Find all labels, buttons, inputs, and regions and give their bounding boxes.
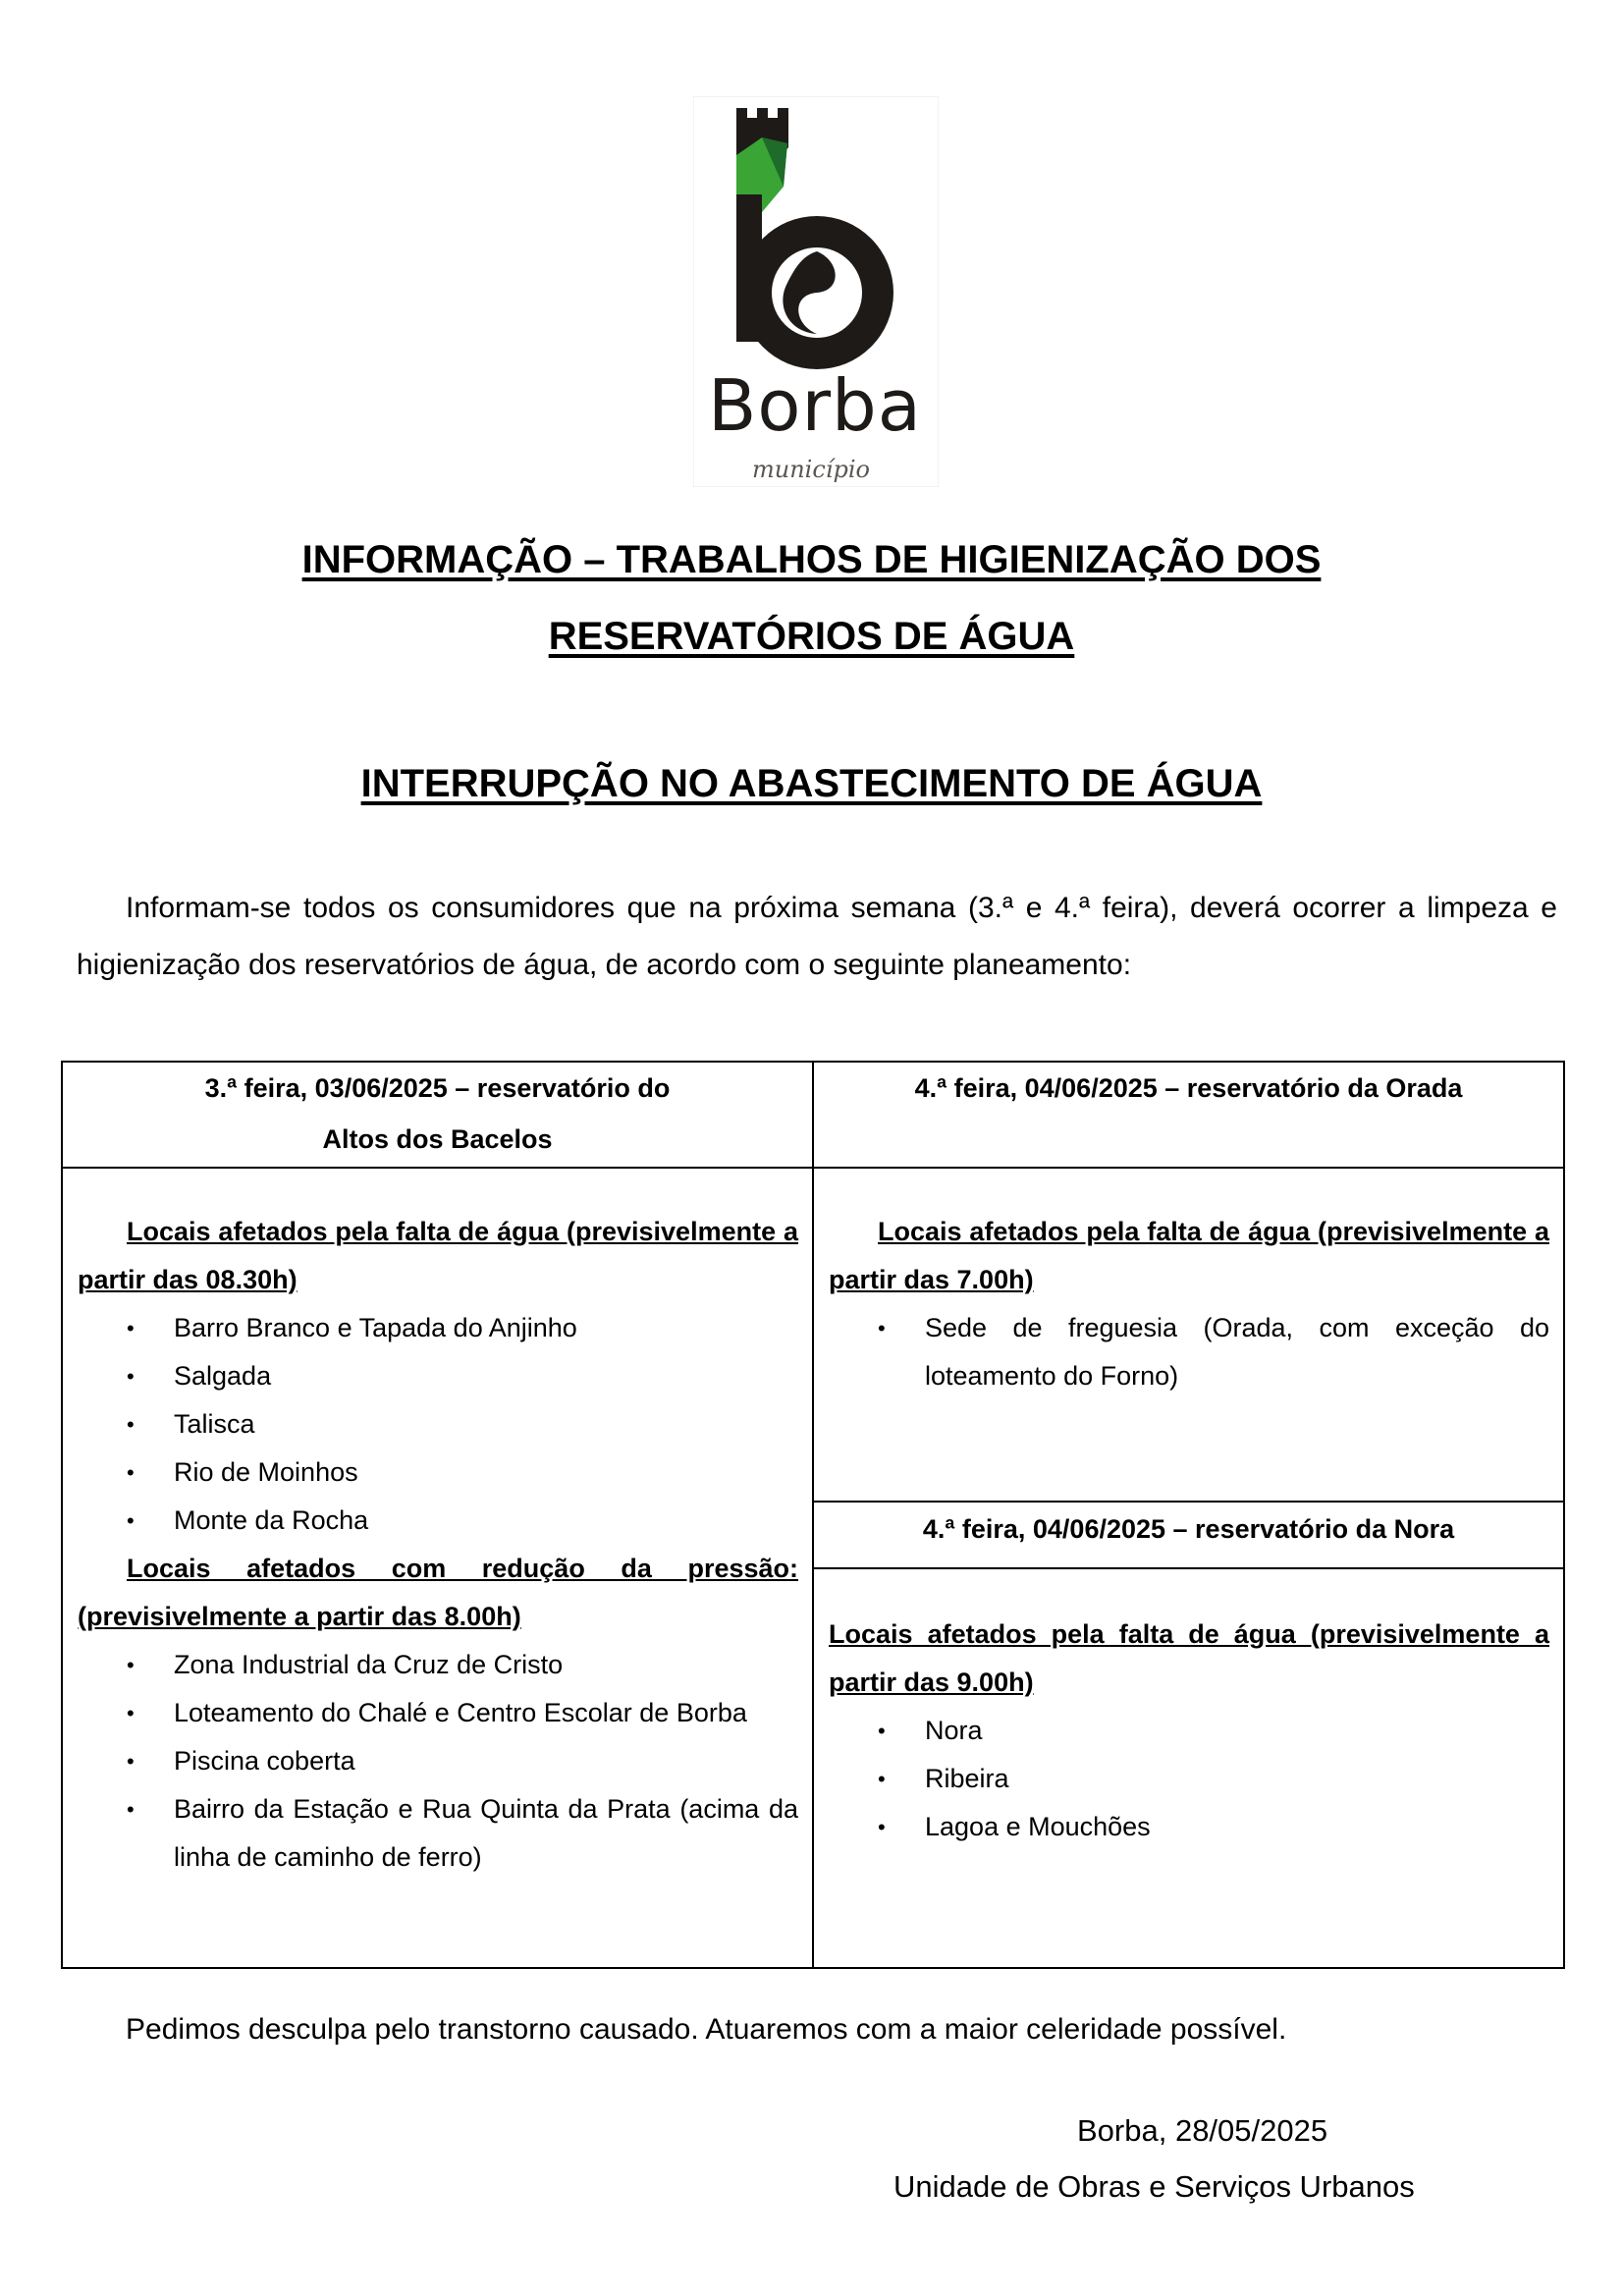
list-item: • Rio de Moinhos (127, 1457, 358, 1487)
right-section2-list (829, 1707, 1549, 1851)
nora-header: 4.ª feira, 04/06/2025 – reservatório da Nora (814, 1501, 1563, 1569)
logo-subtext: município (752, 456, 870, 483)
right-header: 4.ª feira, 04/06/2025 – reservatório da Orada (914, 1073, 1463, 1103)
place-date: Borba, 28/05/2025 (1077, 2113, 1328, 2148)
list-item: • Nora (878, 1716, 983, 1745)
list-item: • Ribeira (878, 1764, 1009, 1793)
list-item: • Salgada (127, 1361, 272, 1391)
left-header (63, 1063, 812, 1165)
right-section2-title: Locais afetados pela falta de água (previsivelmente a partir das 9.00h) (829, 1619, 1549, 1697)
list-item: • Barro Branco e Tapada do Anjinho (127, 1313, 577, 1342)
logo-wordmark: Borba (708, 364, 922, 447)
left-section2-title: Locais afetados com redução da pressão: (previsivelmente a partir das 8.00h) (78, 1554, 798, 1631)
intro-paragraph: Informam-se todos os consumidores que na próxima semana (3.ª e 4.ª feira), deverá ocorrer a limpeza e higienização dos reservatórios de água, de acordo com o seguinte planeamento: (77, 892, 1557, 981)
borba-logo (693, 96, 939, 487)
list-item: • Zona Industrial da Cruz de Cristo (127, 1650, 564, 1679)
list-item: • Monte da Rocha (127, 1505, 369, 1535)
left-section2-list (78, 1641, 798, 1882)
right-section1-title: Locais afetados pela falta de água (previsivelmente a partir das 7.00h) (829, 1217, 1549, 1294)
list-item: • Piscina coberta (127, 1746, 355, 1776)
signing-unit: Unidade de Obras e Serviços Urbanos (893, 2169, 1415, 2204)
left-header-line-2: Altos dos Bacelos (322, 1124, 553, 1154)
right-body-cell (813, 1168, 1564, 1968)
nora-block (814, 1569, 1563, 1851)
list-item: • Bairro da Estação e Rua Quinta da Prata (acima da linha de caminho de ferro) (127, 1794, 798, 1872)
list-item: • Sede de freguesia (Orada, com exceção do loteamento do Forno) (878, 1313, 1549, 1391)
right-section1-list (829, 1304, 1549, 1400)
list-item: • Loteamento do Chalé e Centro Escolar de Borba (127, 1698, 747, 1727)
left-section1-title: Locais afetados pela falta de água (previsivelmente a partir das 08.30h) (78, 1217, 798, 1294)
list-item: • Talisca (127, 1409, 255, 1439)
apology-text: Pedimos desculpa pelo transtorno causado. Atuaremos com a maior celeridade possível. (126, 2013, 1287, 2046)
title-line-1: INFORMAÇÃO – TRABALHOS DE HIGIENIZAÇÃO DOS (301, 538, 1322, 581)
left-header-cell (62, 1062, 813, 1168)
left-section1-list (78, 1304, 798, 1545)
list-item: • Lagoa e Mouchões (878, 1812, 1151, 1841)
left-body-cell (62, 1168, 813, 1968)
right-header-cell (813, 1062, 1564, 1168)
title-line-2: RESERVATÓRIOS DE ÁGUA (548, 615, 1075, 658)
subtitle: INTERRUPÇÃO NO ABASTECIMENTO DE ÁGUA (360, 762, 1263, 805)
schedule-table (61, 1061, 1565, 1969)
orada-block (814, 1169, 1563, 1501)
left-header-line-1: 3.ª feira, 03/06/2025 – reservatório do (204, 1073, 671, 1103)
